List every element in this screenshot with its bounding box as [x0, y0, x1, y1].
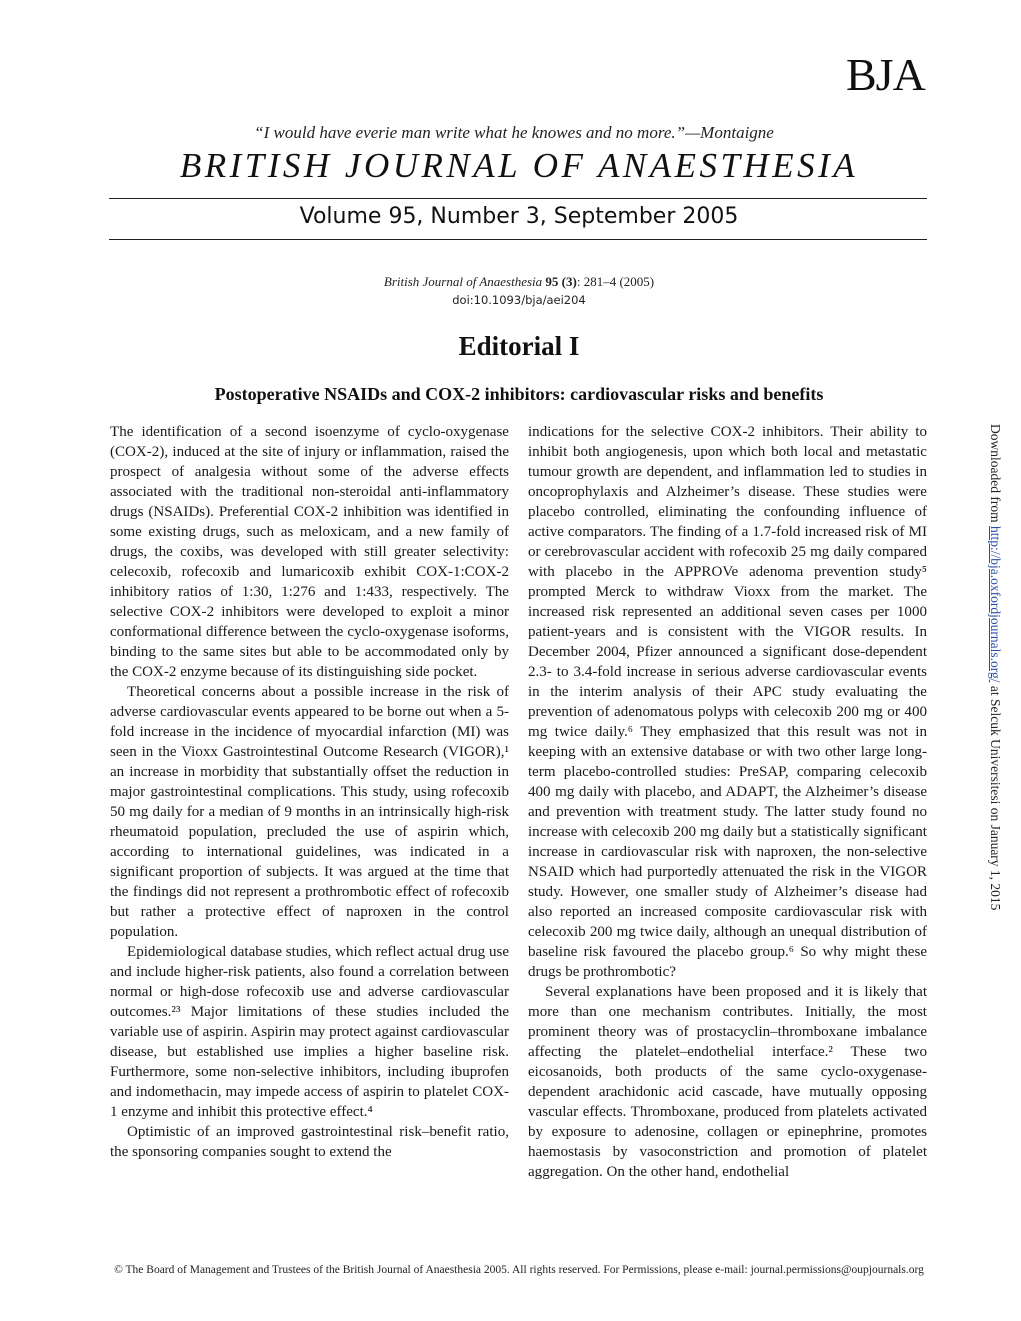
citation-pages: : 281–4 (2005)	[576, 274, 655, 289]
paragraph: indications for the selective COX-2 inhibitors. Their ability to inhibit both angiogenesis, upon which both local and metastatic tumour growth are dependent, and inflammation led to studies in oncoprophylaxis and Alzheimer’s disease. These studies were placebo controlled, eliminating the confounding influence of active comparators. The finding of a 1.7-fold increased risk of MI or cerebrovascular accident with rofecoxib 25 mg daily compared with placebo in the APPROVe adenoma prevention study⁵ prompted Merck to withdraw Vioxx from the market. The increased risk represented an additional seven cases per 1000 patient-years and is consistent with the VIGOR results. In December 2004, Pfizer announced a significant dose-dependent 2.3- to 3.4-fold increase in serious adverse cardiovascular events in the interim analysis of their APC study evaluating the prevention of adenomatous polyps with celecoxib 200 mg or 400 mg twice daily.⁶ They emphasized that this result was not in keeping with an extensive database or with two other large long-term placebo-controlled studies: PreSAP, comparing celecoxib 400 mg daily with placebo, and ADAPT, the Alzheimer’s disease and prevention with treatment study. The latter study found no increase with celecoxib 200 mg daily but a statistically significant increase in cardiovascular risk with naproxen, the non-selective NSAID which had purportedly attenuated the risk in the VIGOR study. However, one smaller study of Alzheimer’s disease had also reported an increased composite cardiovascular risk with celecoxib 200 mg twice daily, although an unequal distribution of baseline risk favoured the placebo group.⁶ So why might these drugs be prothrombotic?	[528, 424, 927, 980]
journal-title: BRITISH JOURNAL OF ANAESTHESIA	[179, 146, 859, 185]
paragraph: The identification of a second isoenzyme of cyclo-oxygenase (COX-2), induced at the site of injury or inflammation, raised the prospect of analgesia without some of the adverse effects associated with the traditional non-steroidal anti-inflammatory drugs (NSAIDs). Preferential COX-2 inhibition was identified in some existing drugs, such as meloxicam, and a new family of drugs, the coxibs, was developed with still greater selectivity: celecoxib, rofecoxib and lumaricoxib exhibit COX-1:COX-2 inhibitory ratios of 1:30, 1:276 and 1:433, respectively. The selective COX-2 inhibitors were developed to exploit a minor conformational difference between the cyclo-oxygenase isoforms, binding to the same sites but able to be accommodated only by the COX-2 enzyme because of its distinguishing side pocket.	[110, 424, 509, 680]
citation-issue: (3)	[561, 274, 577, 289]
journal-logo: BJA	[846, 49, 925, 100]
header-rule-bottom	[109, 239, 927, 240]
citation-line	[110, 274, 928, 290]
citation-journal: British Journal of Anaesthesia	[383, 274, 543, 289]
left-column	[110, 422, 509, 1162]
volume-line: Volume 95, Number 3, September 2005	[299, 204, 739, 229]
citation-volume: 95	[545, 274, 559, 289]
article-title: Postoperative NSAIDs and COX-2 inhibitors: cardiovascular risks and benefits	[214, 384, 824, 404]
right-column	[528, 422, 927, 1182]
paragraph: Optimistic of an improved gastrointestinal risk–benefit ratio, the sponsoring companies sought to extend the	[110, 1124, 509, 1160]
download-notice-prefix: Downloaded from	[988, 424, 1003, 526]
doi: doi:10.1093/bja/aei204	[452, 293, 586, 307]
editorial-heading: Editorial I	[458, 331, 580, 361]
journal-motto: “I would have everie man write what he knowes and no more.”—Montaigne	[254, 123, 774, 142]
copyright-notice: © The Board of Management and Trustees of the British Journal of Anaesthesia 2005. All rights reserved. For Permissions, please e-mail: journal.permissions@oupjournals.org	[114, 1264, 924, 1276]
journal-link[interactable]: http://bja.oxfordjournals.org/	[988, 525, 1003, 683]
download-notice-suffix: at Selcuk Universitesi on January 1, 2015	[988, 682, 1003, 911]
paragraph: Several explanations have been proposed and it is likely that more than one mechanism contributes. Initially, the most prominent theory was of prostacyclin–thromboxane imbalance affecting the platelet–endothelial interface.² These two eicosanoids, both products of the same cyclo-oxygenase-dependent arachidonic acid cascade, have mutually opposing vascular effects. Thromboxane, produced from platelets activated by exposure to adenosine, collagen or epinephrine, promotes haemostasis by vasoconstriction and promotion of platelet aggregation. On the other hand, endothelial	[528, 984, 927, 1180]
download-notice	[987, 424, 1003, 910]
paragraph: Epidemiological database studies, which reflect actual drug use and include higher-risk patients, also found a correlation between normal or high-dose rofecoxib use and adverse cardiovascular outcomes.²³ Major limitations of these studies included the variable use of aspirin. Aspirin may protect against cardiovascular disease, but established use implies a higher baseline risk. Furthermore, some non-selective inhibitors, including ibuprofen and indomethacin, may impede access of aspirin to platelet COX-1 enzyme and inhibit this protective effect.⁴	[110, 944, 509, 1120]
paragraph: Theoretical concerns about a possible increase in the risk of adverse cardiovascular events appeared to be borne out when a 5-fold increase in the incidence of myocardial infarction (MI) was seen in the Vioxx Gastrointestinal Outcome Research (VIGOR),¹ an increase in morbidity that substantially offset the reduction in major gastrointestinal complications. This study, using rofecoxib 50 mg daily for a median of 9 months in an intrinsically high-risk rheumatoid population, precluded the use of aspirin which, according to international guidelines, was indicated in a significant proportion of subjects. It was argued at the time that the findings did not represent a prothrombotic effect of rofecoxib but rather a protective effect of naproxen in the control population.	[110, 684, 509, 940]
header-rule-top	[109, 198, 927, 199]
